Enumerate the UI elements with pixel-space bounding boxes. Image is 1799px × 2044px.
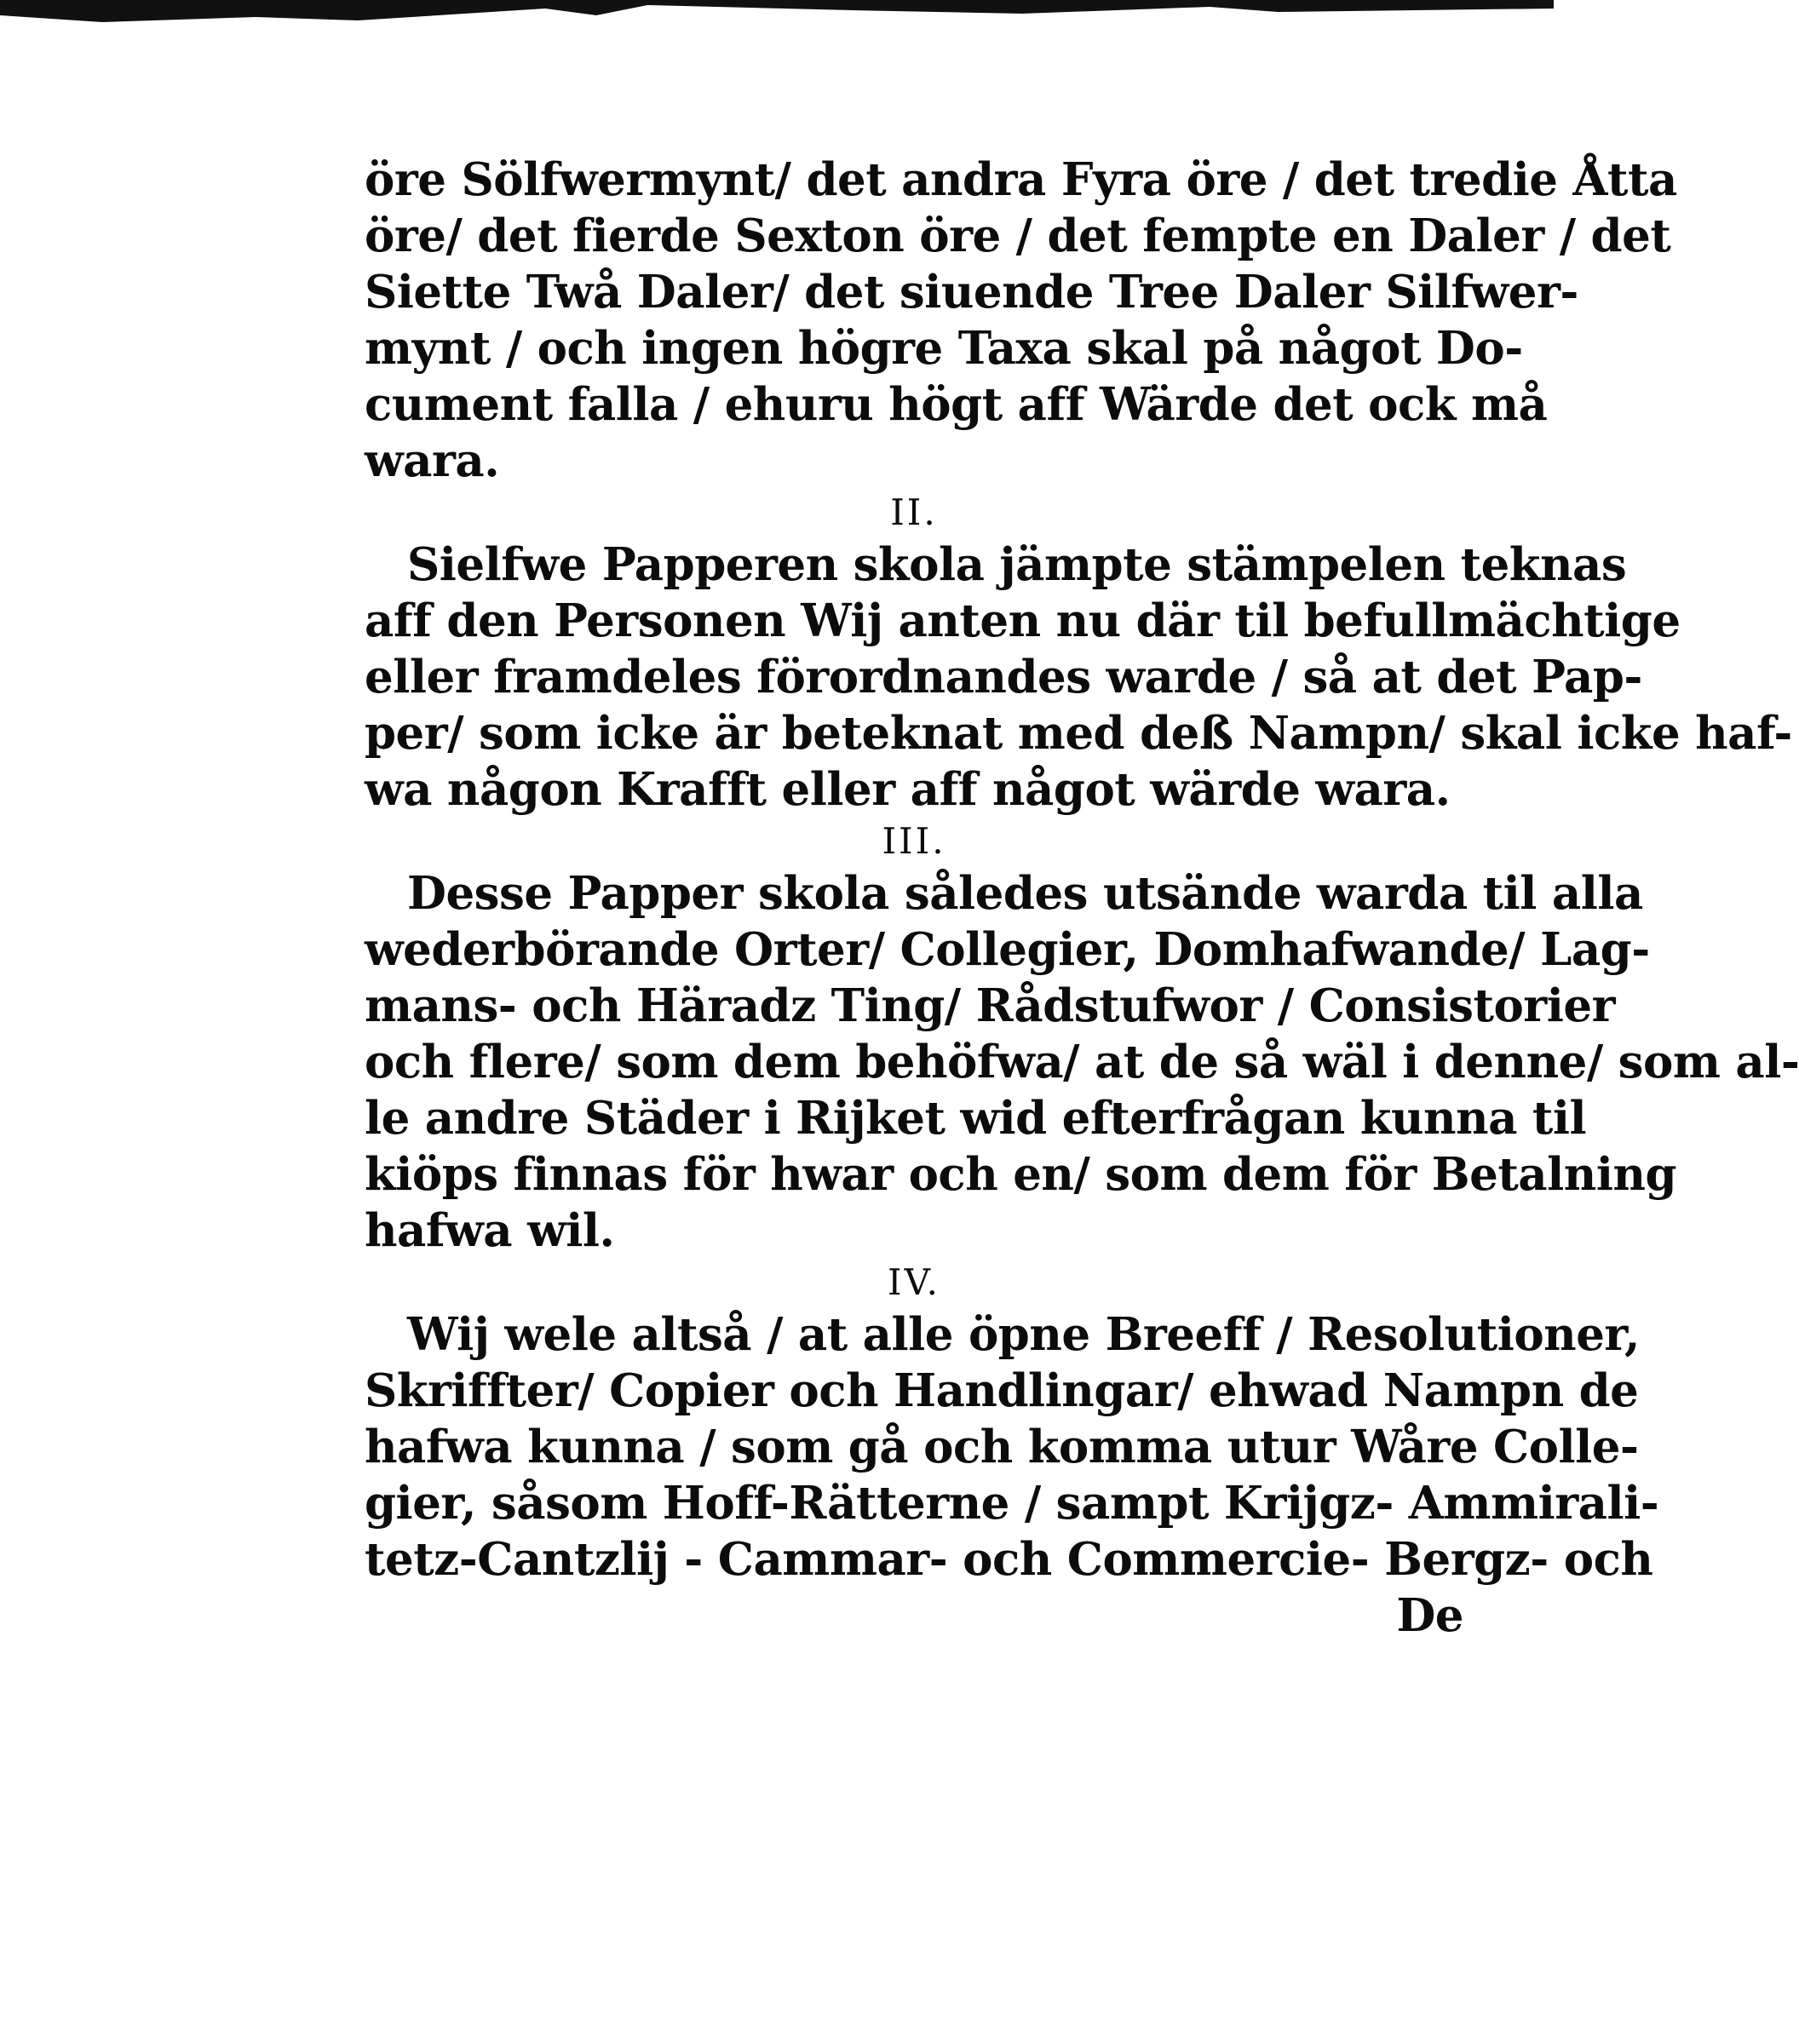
text-line: mynt / och ingen högre Taxa skal på något Do- — [365, 322, 1523, 375]
text-line: och flere/ som dem behöfwa/ at de så wäl i denne/ som al- — [365, 1036, 1799, 1088]
text-line: wa någon Krafft eller aff något wärde wara. — [365, 763, 1451, 816]
text-line: per/ som icke är beteknat med deß Nampn/ skal icke haf- — [365, 707, 1792, 760]
text-line: öre/ det fierde Sexton öre / det fempte en Daler / det — [365, 210, 1671, 262]
catchword: De — [1396, 1589, 1463, 1642]
text-line: hafwa wil. — [365, 1204, 615, 1257]
text-line: öre Sölfwermynt/ det andra Fyra öre / det tredie Åtta — [365, 153, 1677, 206]
paragraph-3 — [365, 865, 1799, 1259]
text-line: le andre Städer i Rijket wid efterfrågan kunna til — [365, 1092, 1587, 1145]
torn-top-edge — [0, 0, 1554, 29]
text-line: Sielfwe Papperen skola jämpte stämpelen teknas — [407, 538, 1627, 591]
text-line: Siette Twå Daler/ det siuende Tree Daler Silfwer- — [365, 266, 1578, 319]
text-line: gier, såsom Hoff-Rätterne / sampt Krijgz- Ammirali- — [365, 1477, 1659, 1530]
text-line: cument falla / ehuru högt aff Wärde det ock må — [365, 378, 1548, 431]
text-line: aff den Personen Wij anten nu där til befullmächtige — [365, 594, 1681, 647]
text-line: tetz-Cantzlij - Cammar- och Commercie- Bergz- och — [365, 1533, 1653, 1586]
section-heading-4: IV. — [888, 1261, 940, 1303]
paragraph-4 — [365, 1306, 1659, 1588]
text-line: kiöps finnas för hwar och en/ som dem för Betalning — [365, 1148, 1677, 1201]
paragraph-2 — [365, 537, 1792, 818]
text-line: Desse Papper skola således utsände warda til alla — [407, 867, 1643, 920]
text-line: eller framdeles förordnandes warde / så at det Pap- — [365, 651, 1642, 703]
text-line: mans- och Häradz Ting/ Rådstufwor / Consistorier — [365, 979, 1615, 1032]
section-heading-3: III. — [882, 820, 946, 862]
paragraph-1 — [365, 152, 1677, 489]
text-line: wara. — [365, 434, 500, 487]
text-line: Skriffter/ Copier och Handlingar/ ehwad Nampn de — [365, 1364, 1639, 1417]
section-heading-2: II. — [890, 491, 938, 533]
text-line: Wij wele altså / at alle öpne Breeff / Resolutioner, — [407, 1308, 1640, 1361]
page-text — [365, 152, 1799, 1644]
text-line: wederbörande Orter/ Collegier, Domhafwande/ Lag- — [365, 923, 1650, 976]
text-line: hafwa kunna / som gå och komma utur Wåre Colle- — [365, 1421, 1639, 1473]
